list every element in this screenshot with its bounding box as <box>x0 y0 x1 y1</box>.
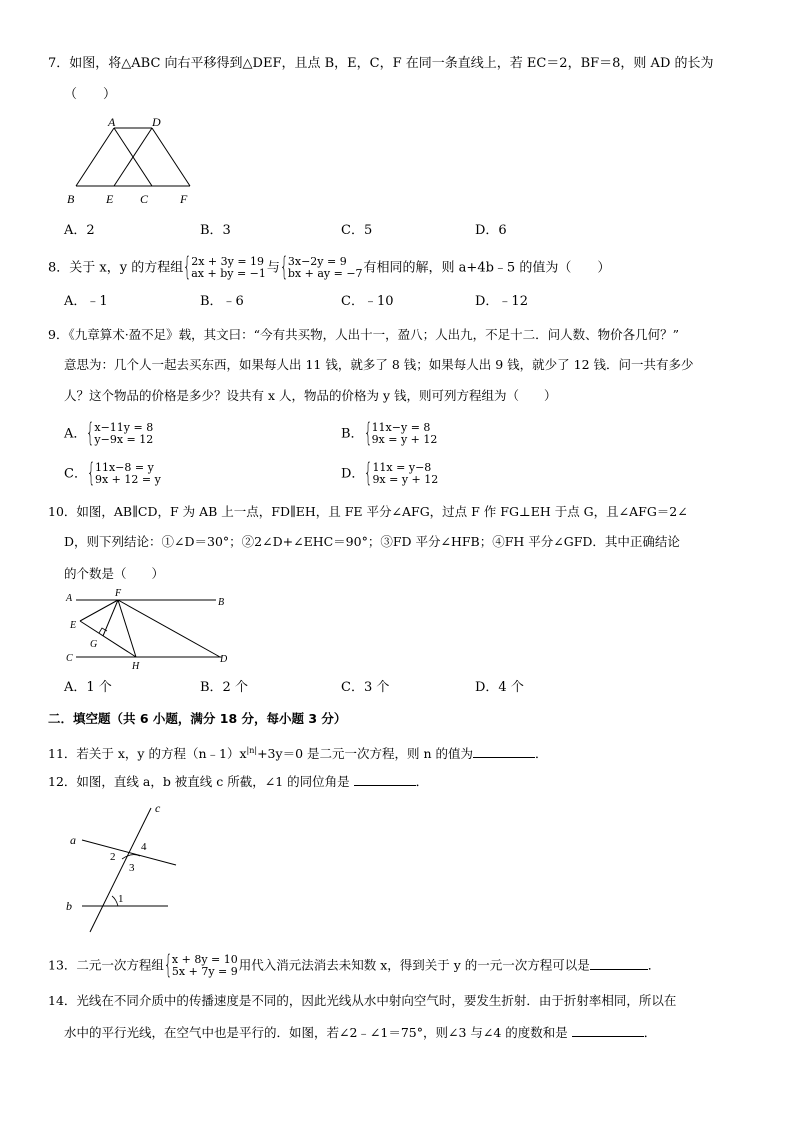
q14-line-1: 14．光线在不同介质中的传播速度是不同的，因此光线从水中射向空气时，要发生折射．由于折射率相同，所以在 <box>48 993 677 1008</box>
q12-angle-1: 1 <box>118 893 124 905</box>
q11-post: +3y＝0 是二元一次方程，则 n 的值为 <box>257 746 473 762</box>
q10-figure <box>62 586 237 672</box>
q10-label-g: G <box>90 639 98 650</box>
q7-option-a: A．2 <box>64 223 95 238</box>
section-heading: 二．填空题（共 6 小题，满分 18 分，每小题 3 分） <box>48 711 347 726</box>
q10-line-1: 10．如图，AB∥CD，F 为 AB 上一点，FD∥EH，且 FE 平分∠AFG，过点 F 作 FG⊥EH 于点 G，且∠AFG＝2∠ <box>48 504 688 519</box>
q13-end: ． <box>647 957 661 973</box>
q10-label-b: B <box>218 597 225 608</box>
q13-pre: 13．二元一次方程组 <box>48 957 164 973</box>
q13-post: 用代入消元法消去未知数 x，得到关于 y 的一元一次方程可以是 <box>238 957 590 973</box>
q10-label-h: H <box>132 661 140 672</box>
q9-option-d-label: D． <box>341 466 365 482</box>
q11-end: ． <box>535 746 548 762</box>
q8-sys2-eq1: 3x−2y = 9 <box>287 255 347 268</box>
q7-option-d: D．6 <box>475 223 507 238</box>
q10-option-c: C．3 个 <box>341 680 390 695</box>
q10-label-a: A <box>66 593 73 604</box>
q7-label-e: E <box>106 192 114 206</box>
q12-angle-3: 3 <box>129 862 135 874</box>
q9-option-b-label: B． <box>341 426 364 442</box>
q12-end: ． <box>415 774 429 789</box>
q9-option-c-eq2: 9x + 12 = y <box>94 473 161 486</box>
q7-label-a: A <box>108 115 116 129</box>
q8-system-1: { 2x + 3y = 19 ax + by = −1 <box>183 252 266 282</box>
q10-option-d: D．4 个 <box>475 680 524 695</box>
q11-stem <box>48 741 548 764</box>
q7-option-c: C．5 <box>341 223 373 238</box>
q13-eq2: 5x + 7y = 9 <box>171 965 238 978</box>
q7-label-d: D <box>152 115 161 129</box>
q9-option-b: B． { 11x−y = 8 9x = y + 12 <box>341 418 438 448</box>
q8-option-a: A．﹣1 <box>64 294 108 309</box>
q8-sys1-eq2: ax + by = −1 <box>191 267 266 280</box>
q14-line-2: 水中的平行光线，在空气中也是平行的．如图，若∠2﹣∠1＝75°，则∠3 与∠4 的度数和是 <box>64 1025 568 1040</box>
q10-label-f: F <box>115 588 122 599</box>
q9-option-d-eq1: 11x = y−8 <box>372 461 432 474</box>
q8-mid: 与 <box>266 260 280 276</box>
q8-sys1-eq1: 2x + 3y = 19 <box>191 255 265 268</box>
q13-answer-blank[interactable] <box>590 955 648 970</box>
q9-line-1: 9．《九章算术·盈不足》载，其文曰：“今有共买物，人出十一，盈八；人出九，不足十二．问人数、物价各几何？” <box>48 327 679 342</box>
q12-stem <box>48 771 428 792</box>
q9-option-c: C． { 11x−8 = y 9x + 12 = y <box>64 458 161 488</box>
q9-option-c-eq1: 11x−8 = y <box>94 461 154 474</box>
q7-paren: （ ） <box>64 87 117 102</box>
q10-label-c: C <box>66 653 73 664</box>
q14-line-2-wrap <box>64 1022 656 1043</box>
q7-stem: 7．如图，将△ABC 向右平移得到△DEF，且点 B，E，C，F 在同一条直线上，若 EC＝2，BF＝8，则 AD 的长为 <box>48 56 714 71</box>
q8-sys2-eq2: bx + ay = −7 <box>287 267 363 280</box>
q7-label-c: C <box>140 192 149 206</box>
q7-figure <box>62 112 202 208</box>
q9-option-b-eq1: 11x−y = 8 <box>371 421 431 434</box>
q13-stem <box>48 950 661 980</box>
q7-option-b: B．3 <box>200 223 231 238</box>
q12-answer-blank[interactable] <box>354 771 416 786</box>
q9-option-d-eq2: 9x = y + 12 <box>372 473 439 486</box>
q12-angle-2: 2 <box>110 851 116 863</box>
q8-post: 有相同的解，则 a+4b﹣5 的值为（ ） <box>363 260 611 276</box>
q9-line-2: 意思为：几个人一起去买东西，如果每人出 11 钱，就多了 8 钱；如果每人出 9 钱，就少了 12 钱．问一共有多少 <box>64 357 694 372</box>
q14-answer-blank[interactable] <box>572 1022 644 1037</box>
q10-label-d: D <box>220 654 228 665</box>
q12-text: 12．如图，直线 a，b 被直线 c 所截，∠1 的同位角是 <box>48 774 350 789</box>
q14-end: ． <box>643 1025 657 1040</box>
q11-exponent: |n| <box>246 746 258 755</box>
q13-eq1: x + 8y = 10 <box>171 953 238 966</box>
q8-system-2: { 3x−2y = 9 bx + ay = −7 <box>279 252 363 282</box>
q12-figure <box>60 798 190 938</box>
q8-option-d: D．﹣12 <box>475 294 528 309</box>
q12-label-a: a <box>70 833 76 847</box>
q9-option-a-eq2: y−9x = 12 <box>94 433 154 446</box>
q9-option-a: A． { x−11y = 8 y−9x = 12 <box>64 418 154 448</box>
q9-option-a-eq1: x−11y = 8 <box>94 421 154 434</box>
q7-label-f: F <box>180 192 188 206</box>
q8-option-c: C．﹣10 <box>341 294 394 309</box>
q9-option-a-label: A． <box>64 426 87 442</box>
q9-option-c-label: C． <box>64 466 87 482</box>
q9-option-d: D． { 11x = y−8 9x = y + 12 <box>341 458 439 488</box>
q8-option-b: B．﹣6 <box>200 294 244 309</box>
q11-pre: 11．若关于 x，y 的方程（n﹣1）x <box>48 746 247 762</box>
q9-line-3: 人？这个物品的价格是多少？设共有 x 人，物品的价格为 y 钱，则可列方程组为（ ） <box>64 388 557 403</box>
q7-label-b: B <box>67 192 75 206</box>
q13-system: { x + 8y = 10 5x + 7y = 9 <box>163 950 238 980</box>
q11-answer-blank[interactable] <box>473 743 535 758</box>
q10-option-b: B．2 个 <box>200 680 248 695</box>
q9-option-b-eq2: 9x = y + 12 <box>371 433 438 446</box>
q8-stem <box>48 252 611 282</box>
q8-pre: 8．关于 x，y 的方程组 <box>48 260 184 276</box>
q10-label-e: E <box>70 620 77 631</box>
q10-line-3: 的个数是（ ） <box>64 566 165 581</box>
q12-angle-4: 4 <box>141 841 147 853</box>
q10-line-2: D，则下列结论：①∠D＝30°；②2∠D+∠EHC＝90°；③FD 平分∠HFB；④FH 平分∠GFD．其中正确结论 <box>64 534 680 549</box>
q12-label-b: b <box>66 899 72 913</box>
q12-label-c: c <box>155 801 161 815</box>
q10-option-a: A．1 个 <box>64 680 112 695</box>
